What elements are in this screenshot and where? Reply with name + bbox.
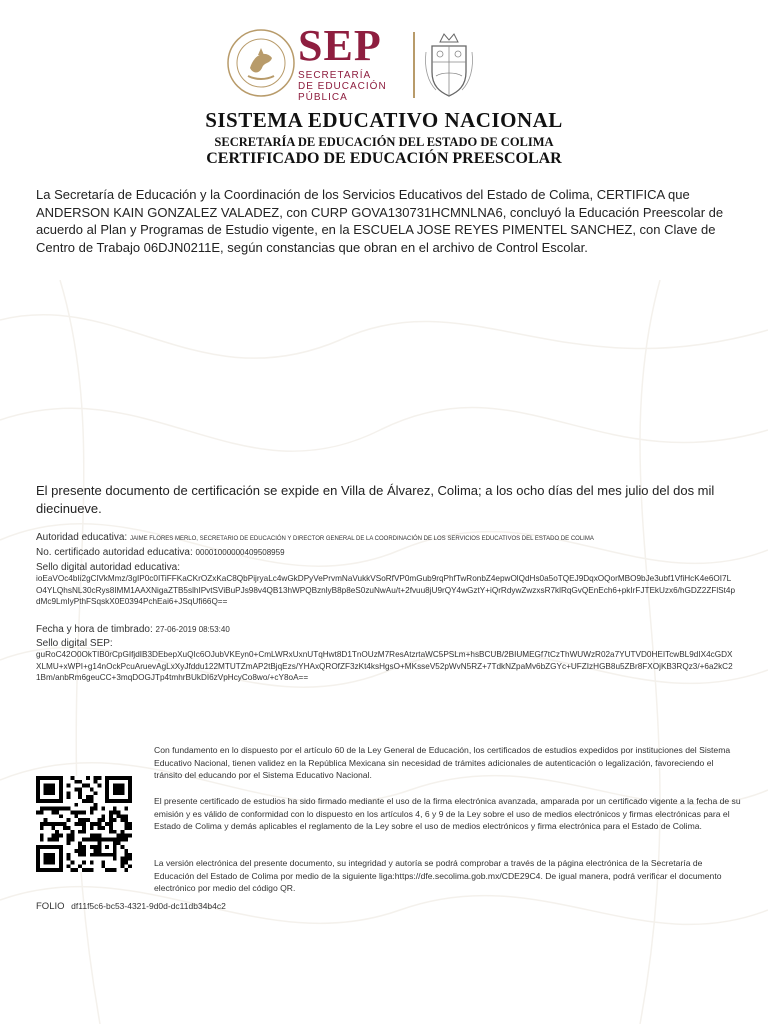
sep-sub-line-1: SECRETARÍA [298, 70, 372, 81]
certificate-title: CERTIFICADO DE EDUCACIÓN PREESCOLAR [206, 150, 562, 167]
legal-paragraph-1: Con fundamento en lo dispuesto por el artículo 60 de la Ley General de Educación, los certificados de estudios expedidos por instituciones del Sistema Educativo Nacional, tienen validez en la República Mexicana sin necesidad de trámites adicionales de autenticación o legalización, favoreciendo el tránsito del educando por el Sistema Educativo Nacional. [154, 745, 731, 780]
issue-statement: El presente documento de certificación se expide en Villa de Álvarez, Colima; a los ocho días del mes julio del dos mil diecinueve. [36, 483, 715, 516]
folio-row [36, 901, 226, 912]
qr-code-icon[interactable] [36, 776, 132, 872]
sep-sub-line-2: DE EDUCACIÓN [298, 81, 387, 92]
folio-label: FOLIO [36, 901, 65, 912]
header-divider [413, 32, 415, 98]
secretariat-title: SECRETARÍA DE EDUCACIÓN DEL ESTADO DE COLIMA [214, 135, 554, 149]
timbrado-row [36, 623, 736, 636]
legal-paragraph-2: El presente certificado de estudios ha sido firmado mediante el uso de la firma electrónica avanzada, amparada por un certificado vigente a la fecha de su emisión y es válido de conformidad con lo dispuesto en los artículos 4, 6 y 9 de la Ley sobre el uso de medios electrónicos y firmas electrónicas para el Estado de Colima y demás aplicables el reglamento de la Ley sobre el uso de medios electrónicos y firma electrónica para el Estado de Colima. [154, 796, 741, 831]
folio-value: df11f5c6-bc53-4321-9d0d-dc11db34b4c2 [71, 901, 226, 911]
sep-seal-label: Sello digital SEP: [36, 638, 113, 649]
cert-number-value: 00001000000409508959 [195, 548, 285, 557]
timbrado-label: Fecha y hora de timbrado: [36, 624, 153, 635]
sep-seal-value: guRoC42O0OkTIB0rCpGIfjdIB3DEbepXuQIc6OJubVKEyn0+CmLWRxUxnUTqHwt8D1TnOUzM7ResAtzrtaWC5PSLm+hsBCUB/2BIUMEGf7tCzThWUWzR02a7YUTVD0HEITcwBL9dIX4cGDXXLMU+xWPI+g14nOckPcuAruevAgLxXyJfddu122MTUTZmAP2tBjqEzs/YHAxQROfZF3zKt4ksHgsO+MKsseV52pWvN5RZ+7TdkNZpaMv6bZGYc+UFZIzHGB8u5ZBr8FXOjKB3RQz3/+6a2kC21Bm/anbRm6geuCC+3mqDOGJTp4tmhrBUkDI6zVpHcyCo8wo/+cY8oA== [36, 650, 733, 682]
authority-seal-label: Sello digital autoridad educativa: [36, 562, 180, 573]
sep-logo-subtitle [298, 70, 387, 103]
colima-shield-icon [424, 32, 474, 98]
cert-number-row [36, 546, 736, 559]
authority-seal-value: ioEaVOc4bIi2gClVkMmz/3gIP0c0ITiFFKaCKrOZxKaC8QbPijryaLc4wGkDPyVePrvmNaVukkVSoRfVP0mGub9rqPhfTwRonbZ4epwOlQdHs0a5oTQEJ9DqxOQorMBO9bJe3ubf1VfiHcK4e6OI7LO4YLQhsNL30cRys8IMM1AAXNigaZTB5slhIPvtSViBuPJs98v4QB13hWPQBznlyB8p8eS0zuNwAu/t+2fvuu8jU9rQY4wGztY+iQrRdywZwzxsR7klRqGvQEnEch6+pkIrFJTEkUzx6/hGDZ2ZFlSt4pdMc9LmIyPthFSqskX0E0394PchEai6+JSqUfi66Q== [36, 574, 736, 606]
authority-value: JAIME FLORES MERLO, SECRETARIO DE EDUCACIÓN Y DIRECTOR GENERAL DE LA COORDINACIÓN DE LOS SERVICIOS EDUCATIVOS DEL ESTADO DE COLIMA [129, 536, 594, 542]
certification-text: La Secretaría de Educación y la Coordinación de los Servicios Educativos del Estado de Colima, CERTIFICA que ANDERSON KAIN GONZALEZ VALADEZ, con CURP GOVA130731HCMNLNA6, concluyó la Educación Preescolar de acuerdo al Plan y Programas de Estudio vigente, en la ESCUELA JOSE REYES PIMENTEL SANCHEZ, con Clave de Centro de Trabajo 06DJN0211E, según constancias que obran en el archivo de Control Escolar. [36, 187, 724, 255]
authority-label: Autoridad educativa: [36, 532, 128, 543]
legal-paragraph-3: La versión electrónica del presente documento, su integridad y autoría se podrá comprobar a través de la página electrónica de la Secretaría de Educación del Estado de Colima por medio de la siguiente liga:https://dfe.secolima.gob.mx/CDE29C4. De igual manera, podrá verificar el documento electrónico por medio del código QR. [154, 858, 722, 893]
sep-logo: SEP [298, 21, 382, 70]
authority-row [36, 531, 736, 546]
cert-number-label: No. certificado autoridad educativa: [36, 547, 193, 558]
timbrado-value: 27-06-2019 08:53:40 [155, 625, 230, 634]
sep-sub-line-3: PÚBLICA [298, 92, 348, 103]
mexico-seal-icon [226, 28, 296, 98]
system-title: SISTEMA EDUCATIVO NACIONAL [205, 108, 563, 132]
